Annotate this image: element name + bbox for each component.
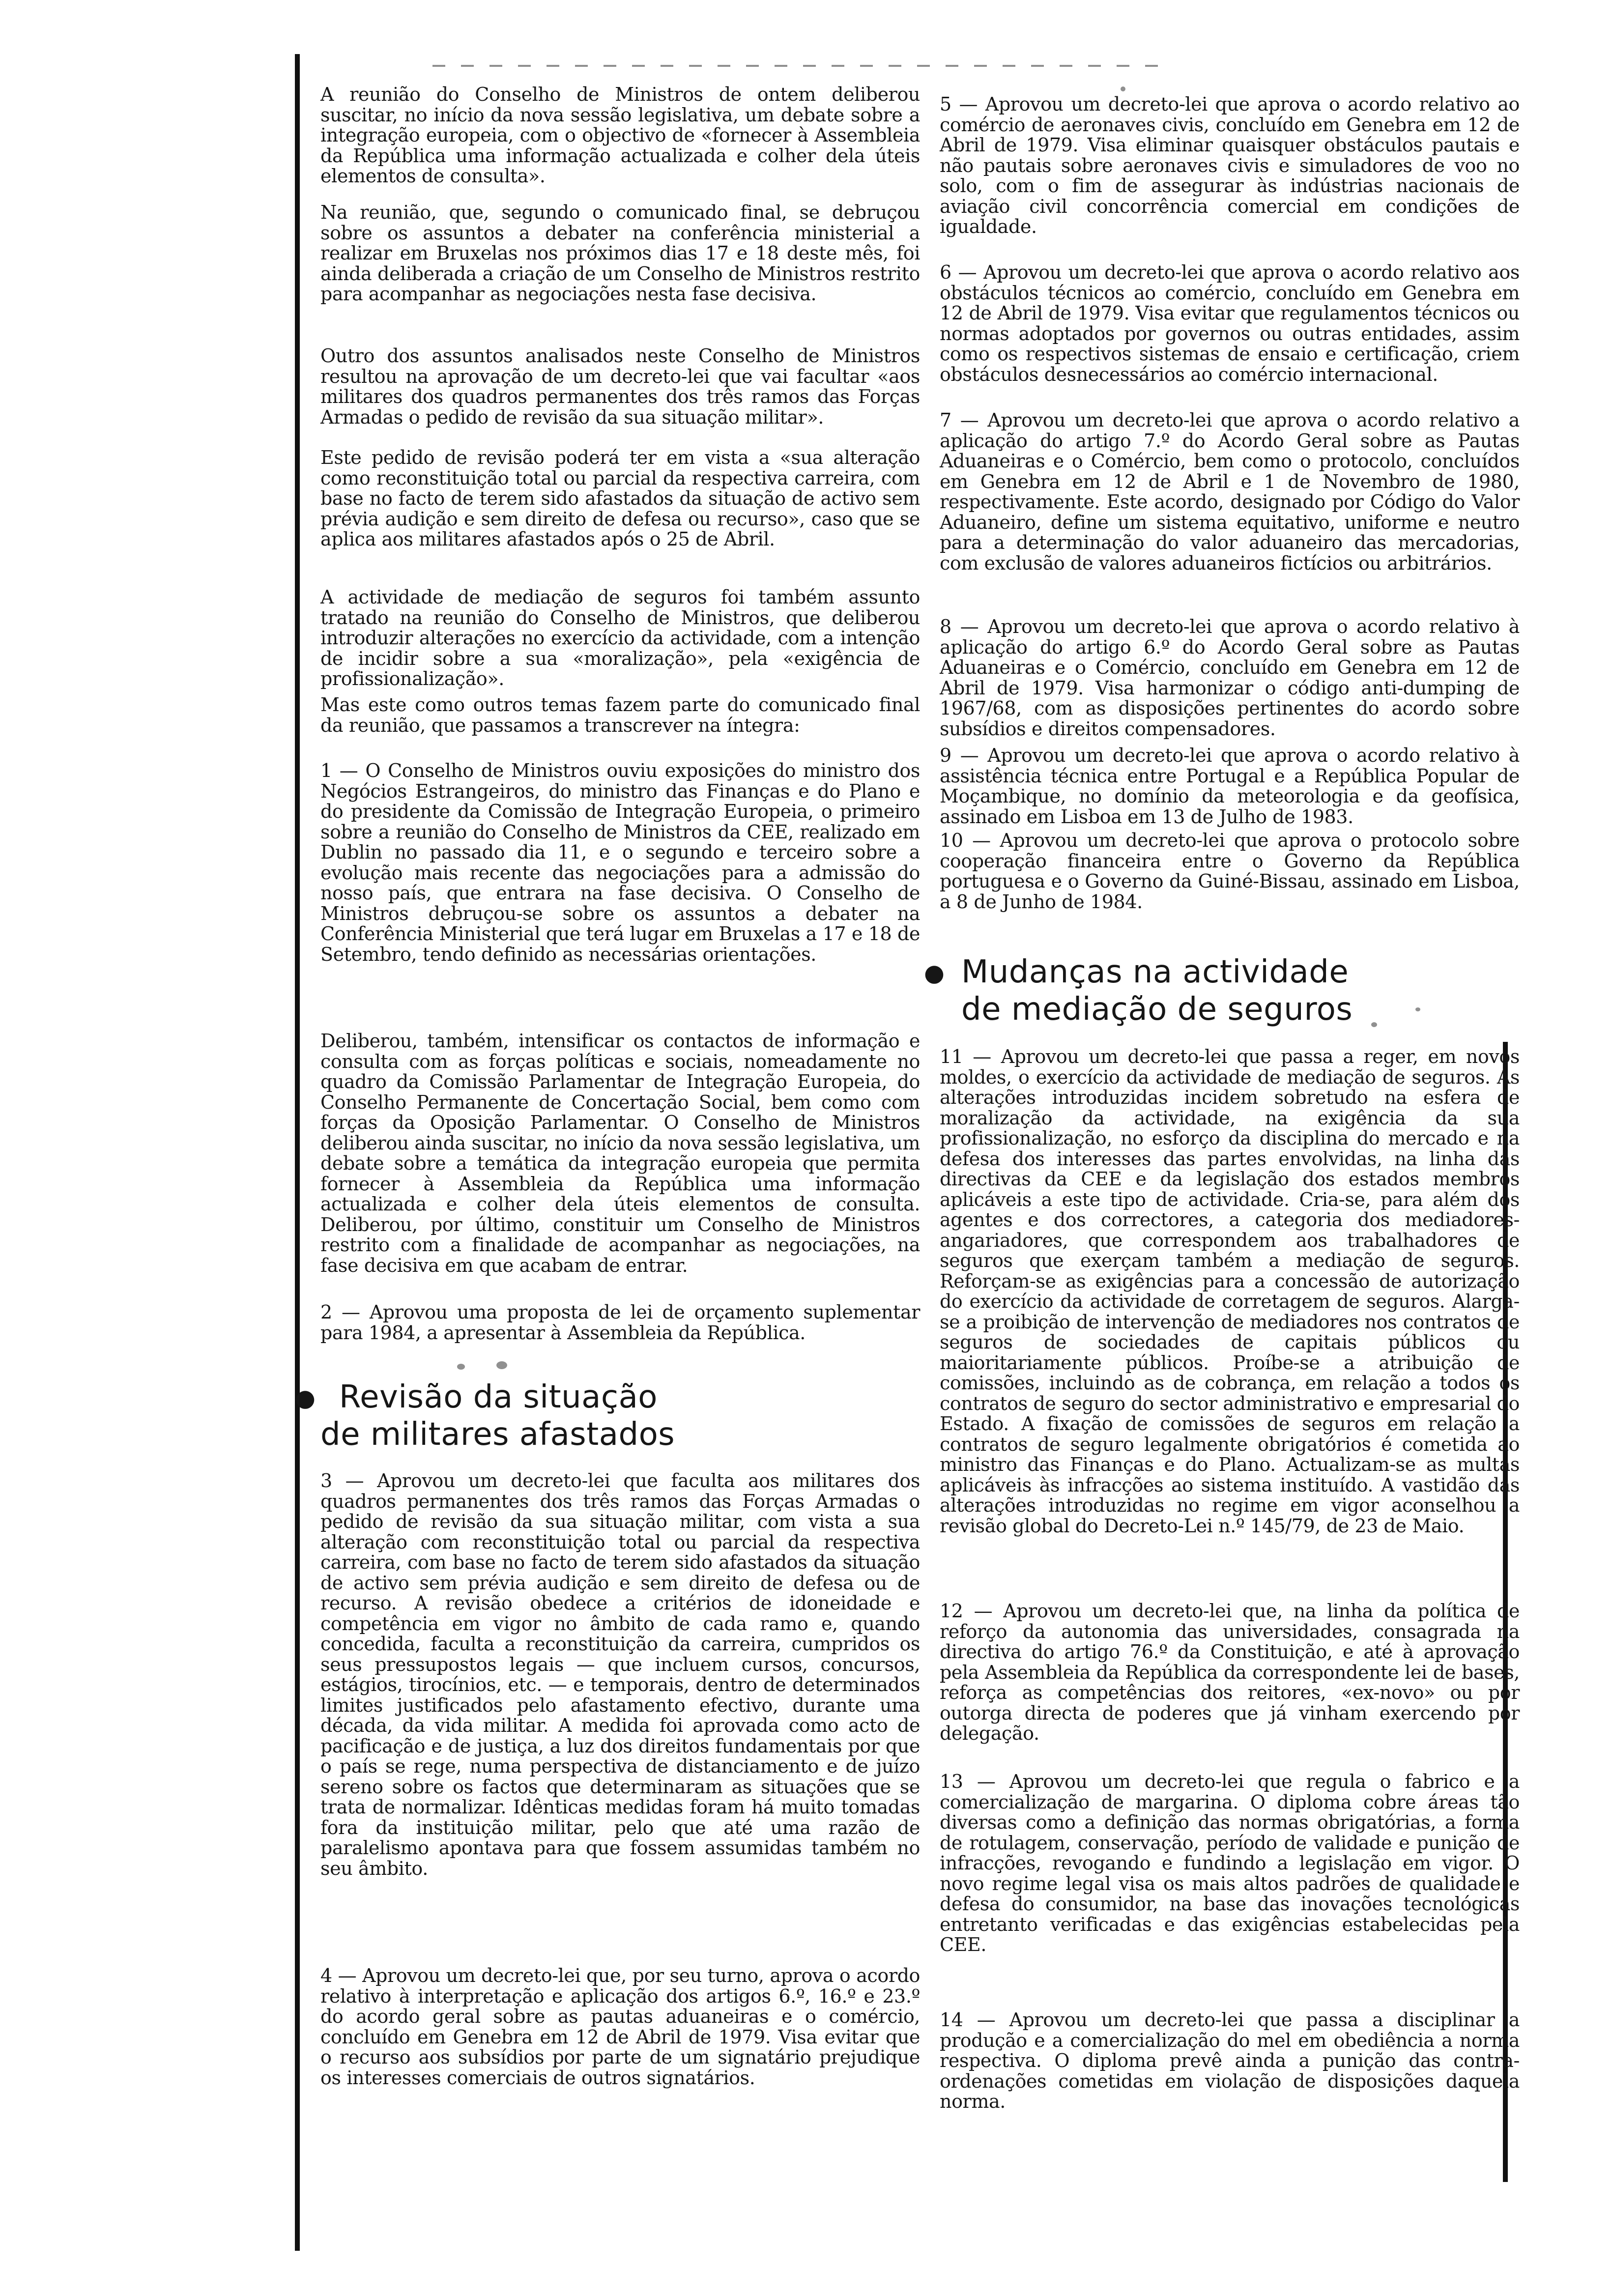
scan-speck (496, 1361, 507, 1369)
paragraph-revision: Este pedido de revisão poderá ter em vista a «sua alteração como reconstituição total ou parcial da respectiva carreira, com base no facto de terem sido afastados da situação de activo sem prévia audição e sem direito de defesa ou recurso», caso que se aplica aos militares afastados após o 25 de Abril. (320, 447, 920, 550)
item-11: 11 — Aprovou um decreto-lei que passa a reger, em novos moldes, o exercício da actividade de mediação de seguros. As alterações introduzidas incidem sobretudo na esfera de moralização da actividade, na exigência da sua profissionalização, no esforço da disciplina do mercado e na defesa dos interesses das partes envolvidas, na linha das directivas da CEE e da legislação dos estados membros aplicáveis a este tipo de actividade. Cria-se, para além dos agentes e dos correctores, a categoria dos mediadores-angariadores, que correspondem aos trabalhadores de seguros que exerçam também a mediação de seguros. Reforçam-se as exigências para a concessão de autorização do exercício da actividade de corretagem de seguros. Alarga-se a proibição de intervenção de mediadores nos contratos de seguros de sociedades de capitais públicos ou maioritariamente públicos. Proíbe-se a atribuição de comissões, incluindo as de cobrança, em relação a todos os contratos de seguro do sector administrativo e empresarial do Estado. A fixação de comissões de seguros em relação a contratos de seguro legalmente obrigatórios é cometida ao ministro das Finanças e do Plano. Actualizam-se as multas aplicáveis às infracções ao sistema instituído. A vastidão das alterações introduzidas no regime em vigor aconselhou a revisão global do Decreto-Lei n.º 145/79, de 23 de Maio. (940, 1046, 1520, 1537)
item-7: 7 — Aprovou um decreto-lei que aprova o acordo relativo a aplicação do artigo 7.º do Acordo Geral sobre as Pautas Aduaneiras e o Comércio, bem como o protocolo, concluídos em Genebra em 12 de Abril e 1 de Novembro de 1980, respectivamente. Este acordo, designado por Código do Valor Aduaneiro, define um sistema equitativo, uniforme e neutro para a determinação do valor aduaneiro das mercadorias, com exclusão de valores aduaneiros fictícios ou arbitrários. (940, 409, 1520, 574)
clipping-left-edge-rule (295, 54, 300, 2251)
item-2: 2 — Aprovou uma proposta de lei de orçamento suplementar para 1984, a apresentar à Assembleia da República. (320, 1301, 920, 1344)
item-9: 9 — Aprovou um decreto-lei que aprova o acordo relativo à assistência técnica entre Portugal e a República Popular de Moçambique, no domínio da meteorologia e da geofísica, assinado em Lisboa em 13 de Julho de 1983. (940, 745, 1520, 828)
item-12: 12 — Aprovou um decreto-lei que, na linha da política de reforço da autonomia das universidades, consagrada na directiva do artigo 76.º da Constituição, e até à aprovação pela Assembleia da República da correspondente lei de bases, reforça as competências dos reitores, «ex-novo» ou por outorga directa de poderes que já vinham exercendo por delegação. (940, 1600, 1520, 1744)
paragraph-meeting: Na reunião, que, segundo o comunicado final, se debruçou sobre os assuntos a debater na conferência ministerial a realizar em Bruxelas nos próximos dias 17 e 18 deste mês, foi ainda deliberada a criação de um Conselho de Ministros restrito para acompanhar as negociações nesta fase decisiva. (320, 201, 920, 305)
item-3: 3 — Aprovou um decreto-lei que faculta aos militares dos quadros permanentes dos três ramos das Forças Armadas o pedido de revisão da sua situação militar, com vista a sua alteração com reconstituição total ou parcial da respectiva carreira, com base no facto de terem sido afastados da situação de activo sem prévia audição e sem direito de defesa ou de recurso. A revisão obedece a critérios de idoneidade e competência em vigor no âmbito de cada ramo e, quando concedida, faculta a reconstituição da carreira, cumpridos os seus pressupostos legais — que incluem cursos, concursos, estágios, tirocínios, etc. — e temporais, dentro de determinados limites justificados pelo afastamento efectivo, durante uma década, da vida militar. A medida foi aprovada como acto de pacificação e de justiça, a luz dos direitos fundamentais por que o país se rege, numa perspectiva de distanciamento e de juízo sereno sobre os factos que determinaram as situações que se trata de normalizar. Idênticas medidas foram há muito tomadas fora da instituição militar, pelo que até uma razão de paralelismo apontava para que fossem assumidas também no seu âmbito. (320, 1470, 920, 1879)
item-8: 8 — Aprovou um decreto-lei que aprova o acordo relativo à aplicação do artigo 6.º do Acordo Geral sobre as Pautas Aduaneiras e o Comércio, concluído em Genebra em 12 de Abril de 1979. Visa harmonizar o código anti-dumping de 1967/68, com as disposições pertinentes do acordo sobre subsídios e direitos compensadores. (940, 616, 1520, 740)
bullet-icon: ● (295, 1384, 316, 1412)
scan-speck (1415, 1007, 1420, 1011)
item-4: 4 — Aprovou um decreto-lei que, por seu turno, aprova o acordo relativo à interpretação e aplicação dos artigos 6.º, 16.º e 23.º do acordo geral sobre as pautas aduaneiras e o comércio, concluído em Genebra em 12 de Abril de 1979. Visa evitar que o recurso aos subsídios por parte de um signatário prejudique os interesses comerciais de outros signatários. (320, 1965, 920, 2089)
item-10: 10 — Aprovou um decreto-lei que aprova o protocolo sobre cooperação financeira entre o Governo da República portuguesa e o Governo da Guiné-Bissau, assinado em Lisboa, a 8 de Junho de 1984. (940, 830, 1520, 913)
item-1: 1 — O Conselho de Ministros ouviu exposições do ministro dos Negócios Estrangeiros, do ministro das Finanças e do Plano e do presidente da Comissão de Integração Europeia, o primeiro sobre a reunião do Conselho de Ministros da CEE, realizado em Dublin no passado dia 11, e o segundo e terceiro sobre a evolução mais recente das negociações para a admissão do nosso país, que entrara na fase decisiva. O Conselho de Ministros debruçou-se sobre os assuntos a debater na Conferência Ministerial que terá lugar em Bruxelas a 17 e 18 de Setembro, tendo definido as necessárias orientações. (320, 760, 920, 965)
paragraph-intro: A reunião do Conselho de Ministros de ontem deliberou suscitar, no início da nova sessão legislativa, um debate sobre a integração europeia, com o objectivo de «fornecer à Assembleia da República uma informação actualizada e colher dela úteis elementos de consulta». (320, 84, 920, 187)
scan-speck (457, 1364, 465, 1370)
item-5: 5 — Aprovou um decreto-lei que aprova o acordo relativo ao comércio de aeronaves civis, concluído em Genebra em 12 de Abril de 1979. Visa eliminar quaisquer obstáculos pautais e não pautais sobre aeronaves civis e simuladores de voo no solo, com o fim de assegurar às indústrias nacionais de aviação civil concorrência comercial em condições de igualdade. (940, 93, 1520, 237)
scan-speck (1121, 86, 1125, 91)
item-14: 14 — Aprovou um decreto-lei que passa a disciplinar a produção e a comercialização do mel em obediência a norma respectiva. O diploma prevê ainda a punição das contra-ordenações cometidas em violação de disposições daquela norma. (940, 2009, 1520, 2112)
paragraph-transcript: Mas este como outros temas fazem parte do comunicado final da reunião, que passamos a transcrever na íntegra: (320, 694, 920, 736)
item-6: 6 — Aprovou um decreto-lei que aprova o acordo relativo aos obstáculos técnicos ao comércio, concluído em Genebra em 12 de Abril de 1979. Visa evitar que regulamentos técnicos ou normas adoptados por governos ou outras entidades, assim como os respectivos sistemas de ensaio e certificação, criem obstáculos desnecessários ao comércio internacional. (940, 261, 1520, 385)
item-1-continued: Deliberou, também, intensificar os contactos de informação e consulta com as forças políticas e sociais, nomeadamente no quadro da Comissão Parlamentar de Integração Europeia, do Conselho Permanente de Concertação Social, bem como com forças da Oposição Parlamentar. O Conselho de Ministros deliberou ainda suscitar, no início da nova sessão legislativa, um debate sobre a temática da integração europeia que permita fornecer à Assembleia da República uma informação actualizada e colher dela úteis elementos de consulta. Deliberou, por último, constituir um Conselho de Ministros restrito com a finalidade de acompanhar as negociações, na fase decisiva em que acabam de entrar. (320, 1030, 920, 1276)
item-13: 13 — Aprovou um decreto-lei que regula o fabrico e a comercialização de margarina. O diploma cobre áreas tão diversas como a definição das normas obrigatórias, a forma de rotulagem, conservação, período de validade e punição de infracções, revogando e fundindo a legislação em vigor. O novo regime legal visa os mais altos padrões de qualidade e defesa do consumidor, na base das inovações tecnológicas entretanto verificadas e das exigências estabelecidas pela CEE. (940, 1771, 1520, 1955)
clipping-top-edge-rule (432, 65, 1170, 67)
section-heading-insurance: ● Mudanças na actividade de mediação de seguros (924, 954, 1353, 1028)
paragraph-military: Outro dos assuntos analisados neste Conselho de Ministros resultou na aprovação de um decreto-lei que vai facultar «aos militares dos quadros permanentes dos três ramos das Forças Armadas o pedido de revisão da sua situação militar». (320, 345, 920, 428)
scan-speck (1371, 1022, 1377, 1027)
section-heading-military: ● Revisão da situação de militares afastados (295, 1379, 675, 1453)
bullet-icon: ● (924, 959, 945, 987)
paragraph-insurance: A actividade de mediação de seguros foi também assunto tratado na reunião do Conselho de Ministros, que deliberou introduzir alterações no exercício da actividade, com a intenção de incidir sobre a sua «moralização», pela «exigência de profissionalização». (320, 586, 920, 689)
